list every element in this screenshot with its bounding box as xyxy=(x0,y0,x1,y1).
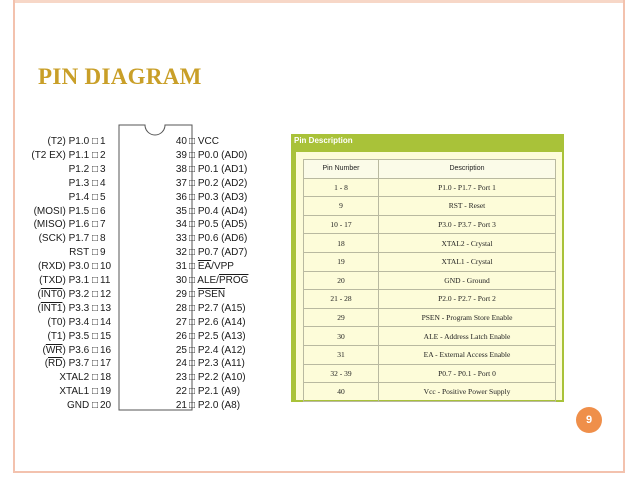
pin-label: (T1) P3.5 xyxy=(47,330,90,342)
pin-16 xyxy=(6,345,114,357)
pin-number: 4 xyxy=(100,177,106,189)
page-number-badge: 9 xyxy=(576,407,602,433)
description-cell: GND - Ground xyxy=(379,271,556,290)
pin-21 xyxy=(173,400,240,412)
pin-label: $(\overline{WR})$ P3.6 xyxy=(42,344,90,356)
description-cell: P2.0 - P2.7 - Port 2 xyxy=(379,290,556,309)
pin-number: 20 xyxy=(100,400,112,412)
column-header-pin-number: Pin Number xyxy=(304,160,379,179)
pin-box-icon: □ xyxy=(189,247,198,259)
pin-number: 2 xyxy=(100,149,106,161)
pin-label: $\overline{EA}$/VPP xyxy=(197,261,234,273)
pin-number: 27 xyxy=(175,316,187,328)
pin-box-icon: □ xyxy=(89,261,98,273)
description-cell: ALE - Address Latch Enable xyxy=(379,327,556,346)
pin-box-icon: □ xyxy=(189,191,198,203)
pin-label: (INT0) P3.2 xyxy=(37,288,90,300)
pin-label: P2.7 (A15) xyxy=(197,302,246,314)
pin-2 xyxy=(6,150,114,162)
description-cell: RST - Reset xyxy=(379,197,556,216)
pin-label: P2.0 (A8) xyxy=(197,400,241,412)
pin-label: P0.5 (AD5) xyxy=(197,219,248,231)
pin-34 xyxy=(173,219,247,231)
pin-number: 40 xyxy=(175,136,187,147)
pin-28 xyxy=(173,303,246,315)
pin-box-icon: □ xyxy=(189,163,198,175)
pin-24 xyxy=(173,358,245,370)
pin-box-icon: □ xyxy=(189,358,198,370)
pin-8 xyxy=(6,233,114,245)
pin-4 xyxy=(6,178,114,190)
table-row xyxy=(304,364,556,383)
pin-number: 10 xyxy=(100,261,112,273)
pin-number: 8 xyxy=(100,233,106,245)
pin-18 xyxy=(6,372,114,384)
table-row xyxy=(304,383,556,402)
pin-table-heading: Pin Description xyxy=(294,136,353,145)
pin-label: (TXD) P3.1 xyxy=(39,275,90,286)
table-row xyxy=(304,327,556,346)
pin-label: P1.3 xyxy=(68,177,90,189)
pin-14 xyxy=(6,317,114,329)
description-cell: XTAL1 - Crystal xyxy=(379,252,556,271)
pin-number: 6 xyxy=(100,205,106,217)
pin-label: P2.3 (A11) xyxy=(197,358,245,370)
pin-3 xyxy=(6,164,114,176)
pin-box-icon: □ xyxy=(89,219,98,231)
pin-number: 21 xyxy=(175,400,187,412)
pin-37 xyxy=(173,178,247,190)
pin-box-icon: □ xyxy=(189,302,198,314)
pin-number: 7 xyxy=(100,219,106,231)
pin-label: (T0) P3.4 xyxy=(47,316,90,328)
pin-box-icon: □ xyxy=(89,205,98,217)
slide-title: PIN DIAGRAM xyxy=(38,64,202,89)
pin-box-icon: □ xyxy=(89,136,98,147)
pin-31 xyxy=(173,261,234,273)
pin-number: 16 xyxy=(100,344,112,356)
pin-number-cell: 20 xyxy=(304,271,379,290)
pin-number: 29 xyxy=(175,288,187,300)
pin-label: RST xyxy=(69,247,90,259)
pin-number: 19 xyxy=(100,386,112,398)
pin-box-icon: □ xyxy=(89,344,98,356)
pin-number-cell: 10 - 17 xyxy=(304,215,379,234)
pin-35 xyxy=(173,206,247,218)
pin-number: 11 xyxy=(100,275,111,286)
table-row xyxy=(304,290,556,309)
pin-40 xyxy=(173,136,219,148)
description-cell: P0.7 - P0.1 - Port 0 xyxy=(379,364,556,383)
description-cell: Vcc - Positive Power Supply xyxy=(379,383,556,402)
pin-box-icon: □ xyxy=(89,386,98,398)
pin-label: PSEN xyxy=(197,288,226,300)
table-header-row xyxy=(304,160,556,179)
pin-7 xyxy=(6,219,114,231)
description-cell: P1.0 - P1.7 - Port 1 xyxy=(379,178,556,197)
pin-box-icon: □ xyxy=(89,372,98,384)
pin-number: 26 xyxy=(175,330,187,342)
pin-label: VCC xyxy=(197,136,219,147)
pin-number: 39 xyxy=(175,149,187,161)
pin-label: P0.6 (AD6) xyxy=(197,233,248,245)
pin-label: (MOSI) P1.5 xyxy=(33,205,90,217)
pin-5 xyxy=(6,192,114,204)
pin-number: 12 xyxy=(100,288,112,300)
pin-number: 13 xyxy=(100,302,112,314)
pin-label: (MISO) P1.6 xyxy=(33,219,90,231)
pin-box-icon: □ xyxy=(89,316,98,328)
pin-box-icon: □ xyxy=(89,302,98,314)
pin-number-cell: 31 xyxy=(304,345,379,364)
pin-33 xyxy=(173,233,247,245)
pin-box-icon: □ xyxy=(189,177,198,189)
pin-number: 18 xyxy=(100,372,112,384)
description-cell: PSEN - Program Store Enable xyxy=(379,308,556,327)
pin-36 xyxy=(173,192,247,204)
pin-label: (T2) P1.0 xyxy=(47,136,90,147)
table-row xyxy=(304,345,556,364)
pin-29 xyxy=(173,289,225,301)
pin-box-icon: □ xyxy=(189,316,198,328)
description-cell: EA - External Access Enable xyxy=(379,345,556,364)
pin-description-table xyxy=(303,159,556,402)
table-row xyxy=(304,178,556,197)
pin-12 xyxy=(6,289,114,301)
pin-number-cell: 32 - 39 xyxy=(304,364,379,383)
pin-number-cell: 30 xyxy=(304,327,379,346)
pin-label: P0.2 (AD2) xyxy=(197,177,248,189)
pin-label: P2.1 (A9) xyxy=(197,386,241,398)
pin-label: P1.2 xyxy=(68,163,90,175)
pin-number: 1 xyxy=(100,136,106,147)
pin-box-icon: □ xyxy=(89,247,98,259)
pin-number: 28 xyxy=(175,302,187,314)
pin-6 xyxy=(6,206,114,218)
pin-label: P0.3 (AD3) xyxy=(197,191,248,203)
pin-number: 22 xyxy=(175,386,187,398)
pin-box-icon: □ xyxy=(89,275,98,286)
description-cell: P3.0 - P3.7 - Port 3 xyxy=(379,215,556,234)
pin-label: P2.4 (A12) xyxy=(197,344,246,356)
pin-box-icon: □ xyxy=(189,386,198,398)
pin-number: 14 xyxy=(100,316,112,328)
pin-number: 5 xyxy=(100,191,106,203)
pin-box-icon: □ xyxy=(89,330,98,342)
pin-number: 3 xyxy=(100,163,106,175)
pin-number: 35 xyxy=(175,205,187,217)
pin-27 xyxy=(173,317,246,329)
pin-box-icon: □ xyxy=(189,219,198,231)
pin-label: P2.2 (A10) xyxy=(197,372,246,384)
pin-box-icon: □ xyxy=(189,149,198,161)
pin-number: 37 xyxy=(175,177,187,189)
pin-number: 30 xyxy=(175,275,187,286)
pin-32 xyxy=(173,247,247,259)
pin-box-icon: □ xyxy=(189,288,198,300)
pin-label: (SCK) P1.7 xyxy=(38,233,90,245)
pin-label: P2.5 (A13) xyxy=(197,330,246,342)
pin-19 xyxy=(6,386,114,398)
pin-label: P0.1 (AD1) xyxy=(197,163,248,175)
pin-13 xyxy=(6,303,114,315)
pin-38 xyxy=(173,164,247,176)
table-row xyxy=(304,197,556,216)
pin-label: P0.4 (AD4) xyxy=(197,205,248,217)
pin-1 xyxy=(6,136,114,148)
pin-17 xyxy=(6,358,114,370)
pin-number: 32 xyxy=(175,247,187,259)
pin-box-icon: □ xyxy=(89,149,98,161)
pin-number: 33 xyxy=(175,233,187,245)
pin-label: P0.7 (AD7) xyxy=(197,247,248,259)
pin-label: (T2 EX) P1.1 xyxy=(31,149,90,161)
pin-label: $(\overline{RD})$ P3.7 xyxy=(44,358,90,370)
table-row xyxy=(304,215,556,234)
pin-label: XTAL2 xyxy=(59,372,90,384)
pin-label: (RXD) P3.0 xyxy=(38,261,90,273)
pin-number-cell: 21 - 28 xyxy=(304,290,379,309)
pin-box-icon: □ xyxy=(189,233,198,245)
pin-box-icon: □ xyxy=(89,177,98,189)
pin-number: 9 xyxy=(100,247,106,259)
table-row xyxy=(304,271,556,290)
pin-box-icon: □ xyxy=(189,344,198,356)
table-row xyxy=(304,234,556,253)
pin-label: GND xyxy=(66,400,90,412)
pin-box-icon: □ xyxy=(89,233,98,245)
pin-number-cell: 18 xyxy=(304,234,379,253)
pin-number: 34 xyxy=(175,219,187,231)
description-cell: XTAL2 - Crystal xyxy=(379,234,556,253)
pin-number: 15 xyxy=(100,330,112,342)
pin-label: (INT1) P3.3 xyxy=(37,302,90,314)
pin-box-icon: □ xyxy=(89,163,98,175)
pin-number-cell: 1 - 8 xyxy=(304,178,379,197)
pin-11 xyxy=(6,275,114,287)
table-row xyxy=(304,308,556,327)
pin-box-icon: □ xyxy=(89,288,98,300)
pin-10 xyxy=(6,261,114,273)
pin-label: P0.0 (AD0) xyxy=(197,149,248,161)
pin-box-icon: □ xyxy=(189,330,198,342)
pin-number: 25 xyxy=(175,344,187,356)
column-header-description: Description xyxy=(379,160,556,179)
pin-box-icon: □ xyxy=(189,372,198,384)
pin-39 xyxy=(173,150,247,162)
pin-label: P1.4 xyxy=(68,191,90,203)
pin-9 xyxy=(6,247,114,259)
pin-15 xyxy=(6,331,114,343)
pin-20 xyxy=(6,400,114,412)
pin-number: 24 xyxy=(175,358,187,370)
pin-label: P2.6 (A14) xyxy=(197,316,246,328)
pin-label: XTAL1 xyxy=(59,386,90,398)
pin-number-cell: 9 xyxy=(304,197,379,216)
pin-box-icon: □ xyxy=(189,275,198,286)
pin-box-icon: □ xyxy=(189,400,198,412)
pin-number: 31 xyxy=(175,261,187,273)
pin-22 xyxy=(173,386,240,398)
pin-number-cell: 29 xyxy=(304,308,379,327)
pin-box-icon: □ xyxy=(89,400,98,412)
pin-30 xyxy=(173,275,248,287)
pin-label: ALE/PROG xyxy=(197,275,249,286)
pin-number: 23 xyxy=(175,372,187,384)
pin-box-icon: □ xyxy=(189,136,198,147)
table-row xyxy=(304,252,556,271)
pin-25 xyxy=(173,345,246,357)
pin-number: 17 xyxy=(100,358,112,370)
pin-number-cell: 19 xyxy=(304,252,379,271)
pin-box-icon: □ xyxy=(189,261,198,273)
pin-box-icon: □ xyxy=(189,205,198,217)
pin-number: 36 xyxy=(175,191,187,203)
pin-box-icon: □ xyxy=(89,191,98,203)
pin-26 xyxy=(173,331,246,343)
pin-box-icon: □ xyxy=(89,358,98,370)
pin-number: 38 xyxy=(175,163,187,175)
pin-23 xyxy=(173,372,246,384)
pin-number-cell: 40 xyxy=(304,383,379,402)
